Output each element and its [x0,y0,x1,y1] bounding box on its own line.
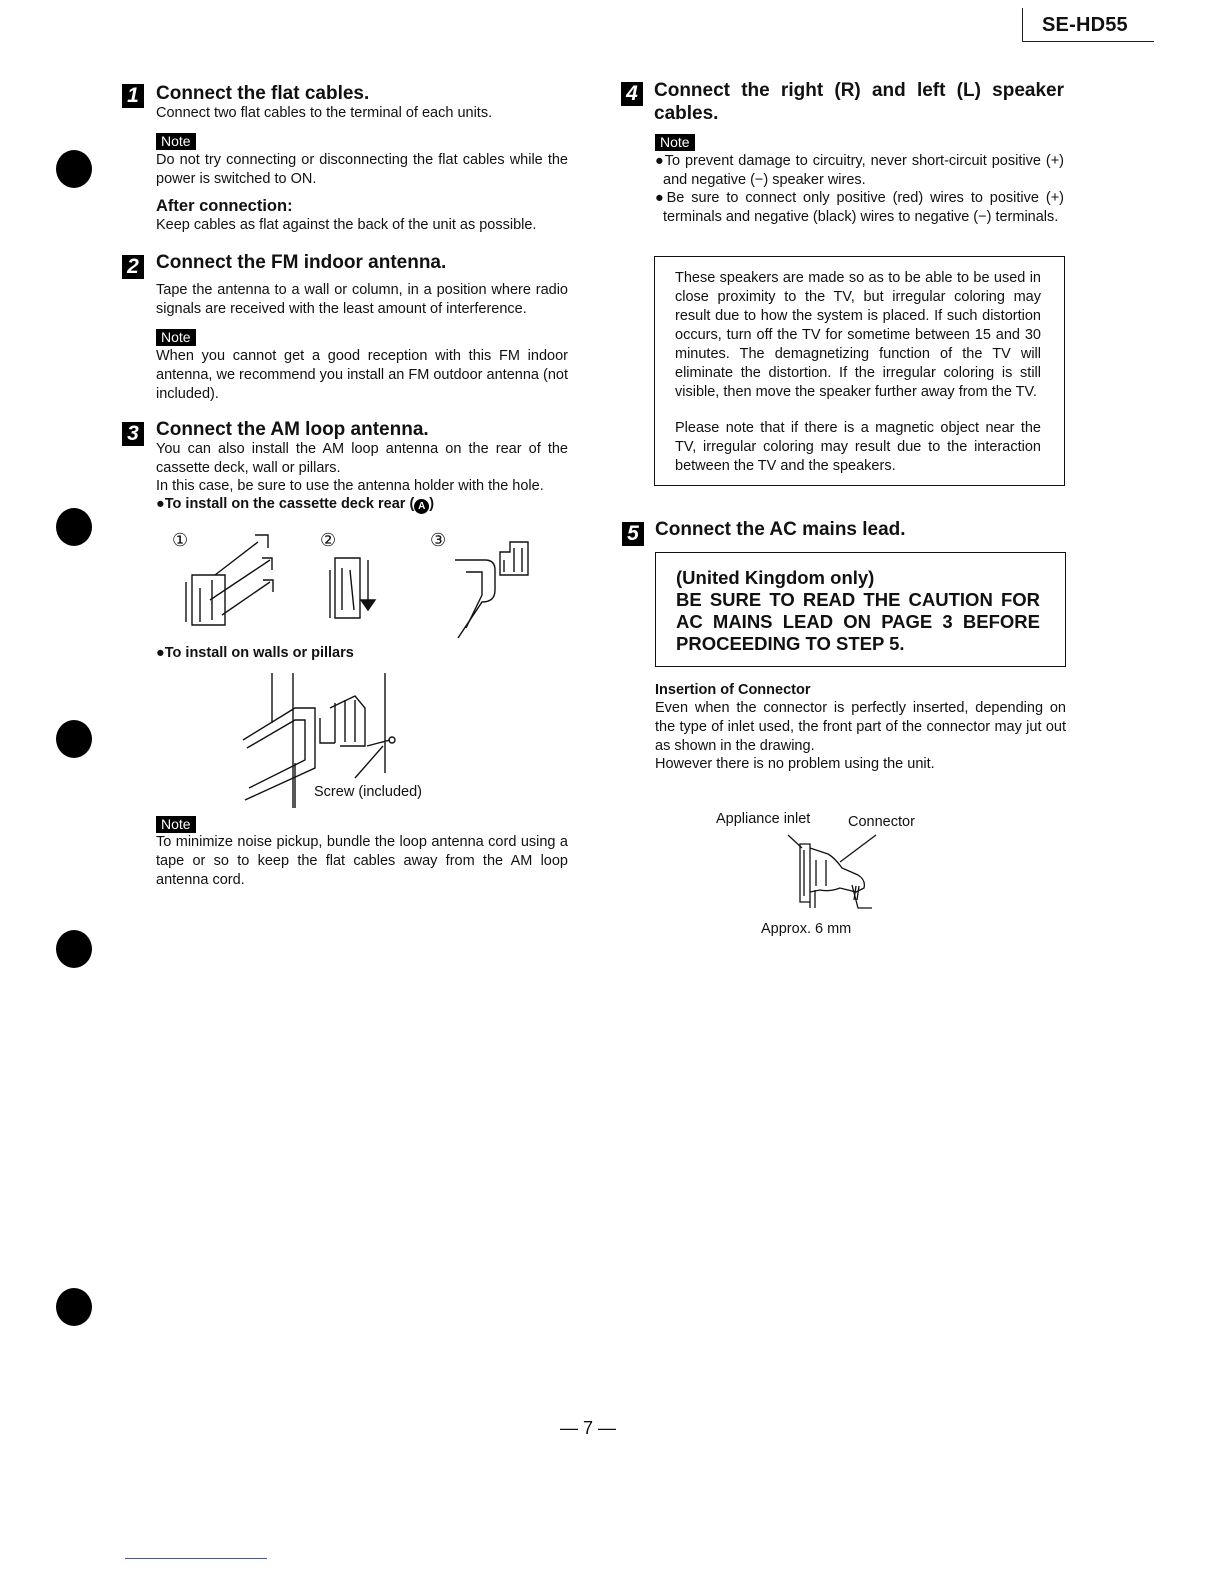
step-2-title: Connect the FM indoor antenna. [156,252,447,273]
step-5-number: 5 [622,522,644,546]
bullet-cassette-deck-end: ) [429,496,435,512]
antenna-holder-figure [170,530,550,645]
tv-interference-text: These speakers are made so as to be able to be used in close proximity to the TV, but irregular coloring may result due to how the system is placed. If such distortion occurs, turn off the TV for sometime between 15 and 30 minutes. The demagnetizing function of the TV will eliminate the distortion. If the irregular coloring is still visible, then move the speaker further away from the TV. [675,270,1041,400]
step-3-number: 3 [122,422,144,446]
step-4-title-line-1: Connect the right (R) and left (L) speaker [654,80,1064,101]
header-rule-vertical [1022,8,1023,42]
insertion-title: Insertion of Connector [655,682,811,698]
after-connection-text: Keep cables as flat against the back of the unit as possible. [156,217,537,233]
binder-hole [56,508,92,546]
step-3-note: To minimize noise pickup, bundle the loop antenna cord using a tape or so to keep the flat cables away from the AM loop antenna cord. [156,834,568,888]
step-3-text-2: In this case, be sure to use the antenna holder with the hole. [156,478,544,494]
note-badge: Note [156,133,196,150]
uk-caution-line-4: PROCEEDING TO STEP 5. [676,633,905,654]
screw-label: Screw (included) [314,784,422,800]
insertion-text-2: However there is no problem using the unit. [655,756,935,772]
footer-rule [125,1558,267,1559]
step-2-number: 2 [122,255,144,279]
step-1-note: Do not try connecting or disconnecting the flat cables while the power is switched to ON. [156,152,568,187]
step-3-title: Connect the AM loop antenna. [156,419,429,440]
note-badge: Note [156,816,196,833]
step-2-note: When you cannot get a good reception with this FM indoor antenna, we recommend you install an FM outdoor antenna (not included). [156,348,568,402]
uk-caution-line-1: (United Kingdom only) [676,567,875,588]
tv-interference-text-2: Please note that if there is a magnetic object near the TV, irregular coloring may result due to the interaction between the TV and the speakers. [675,420,1041,474]
step-4-number: 4 [621,82,643,106]
model-number: SE-HD55 [1042,14,1128,36]
label-approx: Approx. 6 mm [761,921,852,937]
fig-label-1: ① [172,530,189,550]
insertion-text: Even when the connector is perfectly inserted, depending on the type of inlet used, the front part of the connector may jut out as shown in the drawing. [655,700,1066,754]
note-badge: Note [655,134,695,151]
connector-figure [780,830,890,915]
note-badge: Note [156,329,196,346]
header-rule-horizontal [1022,41,1154,42]
step-4-bullet-1: ●To prevent damage to circuitry, never short-circuit positive (+) and negative (−) speaker wires. [655,153,1064,188]
fig-label-2: ② [320,530,337,550]
label-connector: Connector [848,814,915,830]
step-4-bullet-2: ●Be sure to connect only positive (red) wires to positive (+) terminals and negative (black) wires to negative (−) terminals. [655,190,1064,225]
binder-hole [56,1288,92,1326]
page-number: — 7 — [560,1418,617,1438]
step-1-intro: Connect two flat cables to the terminal of each units. [156,105,493,121]
fig-label-3: ③ [430,530,447,550]
step-2-text: Tape the antenna to a wall or column, in a position where radio signals are received with the least amount of interference. [156,282,568,317]
uk-caution-line-2: BE SURE TO READ THE CAUTION FOR [676,589,1040,610]
step-1-title: Connect the flat cables. [156,83,370,104]
binder-hole [56,150,92,188]
bullet-cassette-deck [156,496,434,514]
step-3-text: You can also install the AM loop antenna on the rear of the cassette deck, wall or pillars. [156,441,568,476]
uk-caution-line-3: AC MAINS LEAD ON PAGE 3 BEFORE [676,611,1040,632]
step-5-title: Connect the AC mains lead. [655,519,906,540]
binder-hole [56,720,92,758]
step-1-number: 1 [122,84,144,108]
step-4-title-line-2: cables. [654,103,719,124]
binder-hole [56,930,92,968]
bullet-walls-pillars: ●To install on walls or pillars [156,645,354,661]
label-appliance-inlet: Appliance inlet [716,811,811,827]
bullet-cassette-deck-text: ●To install on the cassette deck rear ( [156,496,415,512]
after-connection-title: After connection: [156,197,293,215]
circled-a-mark: A [414,499,429,514]
